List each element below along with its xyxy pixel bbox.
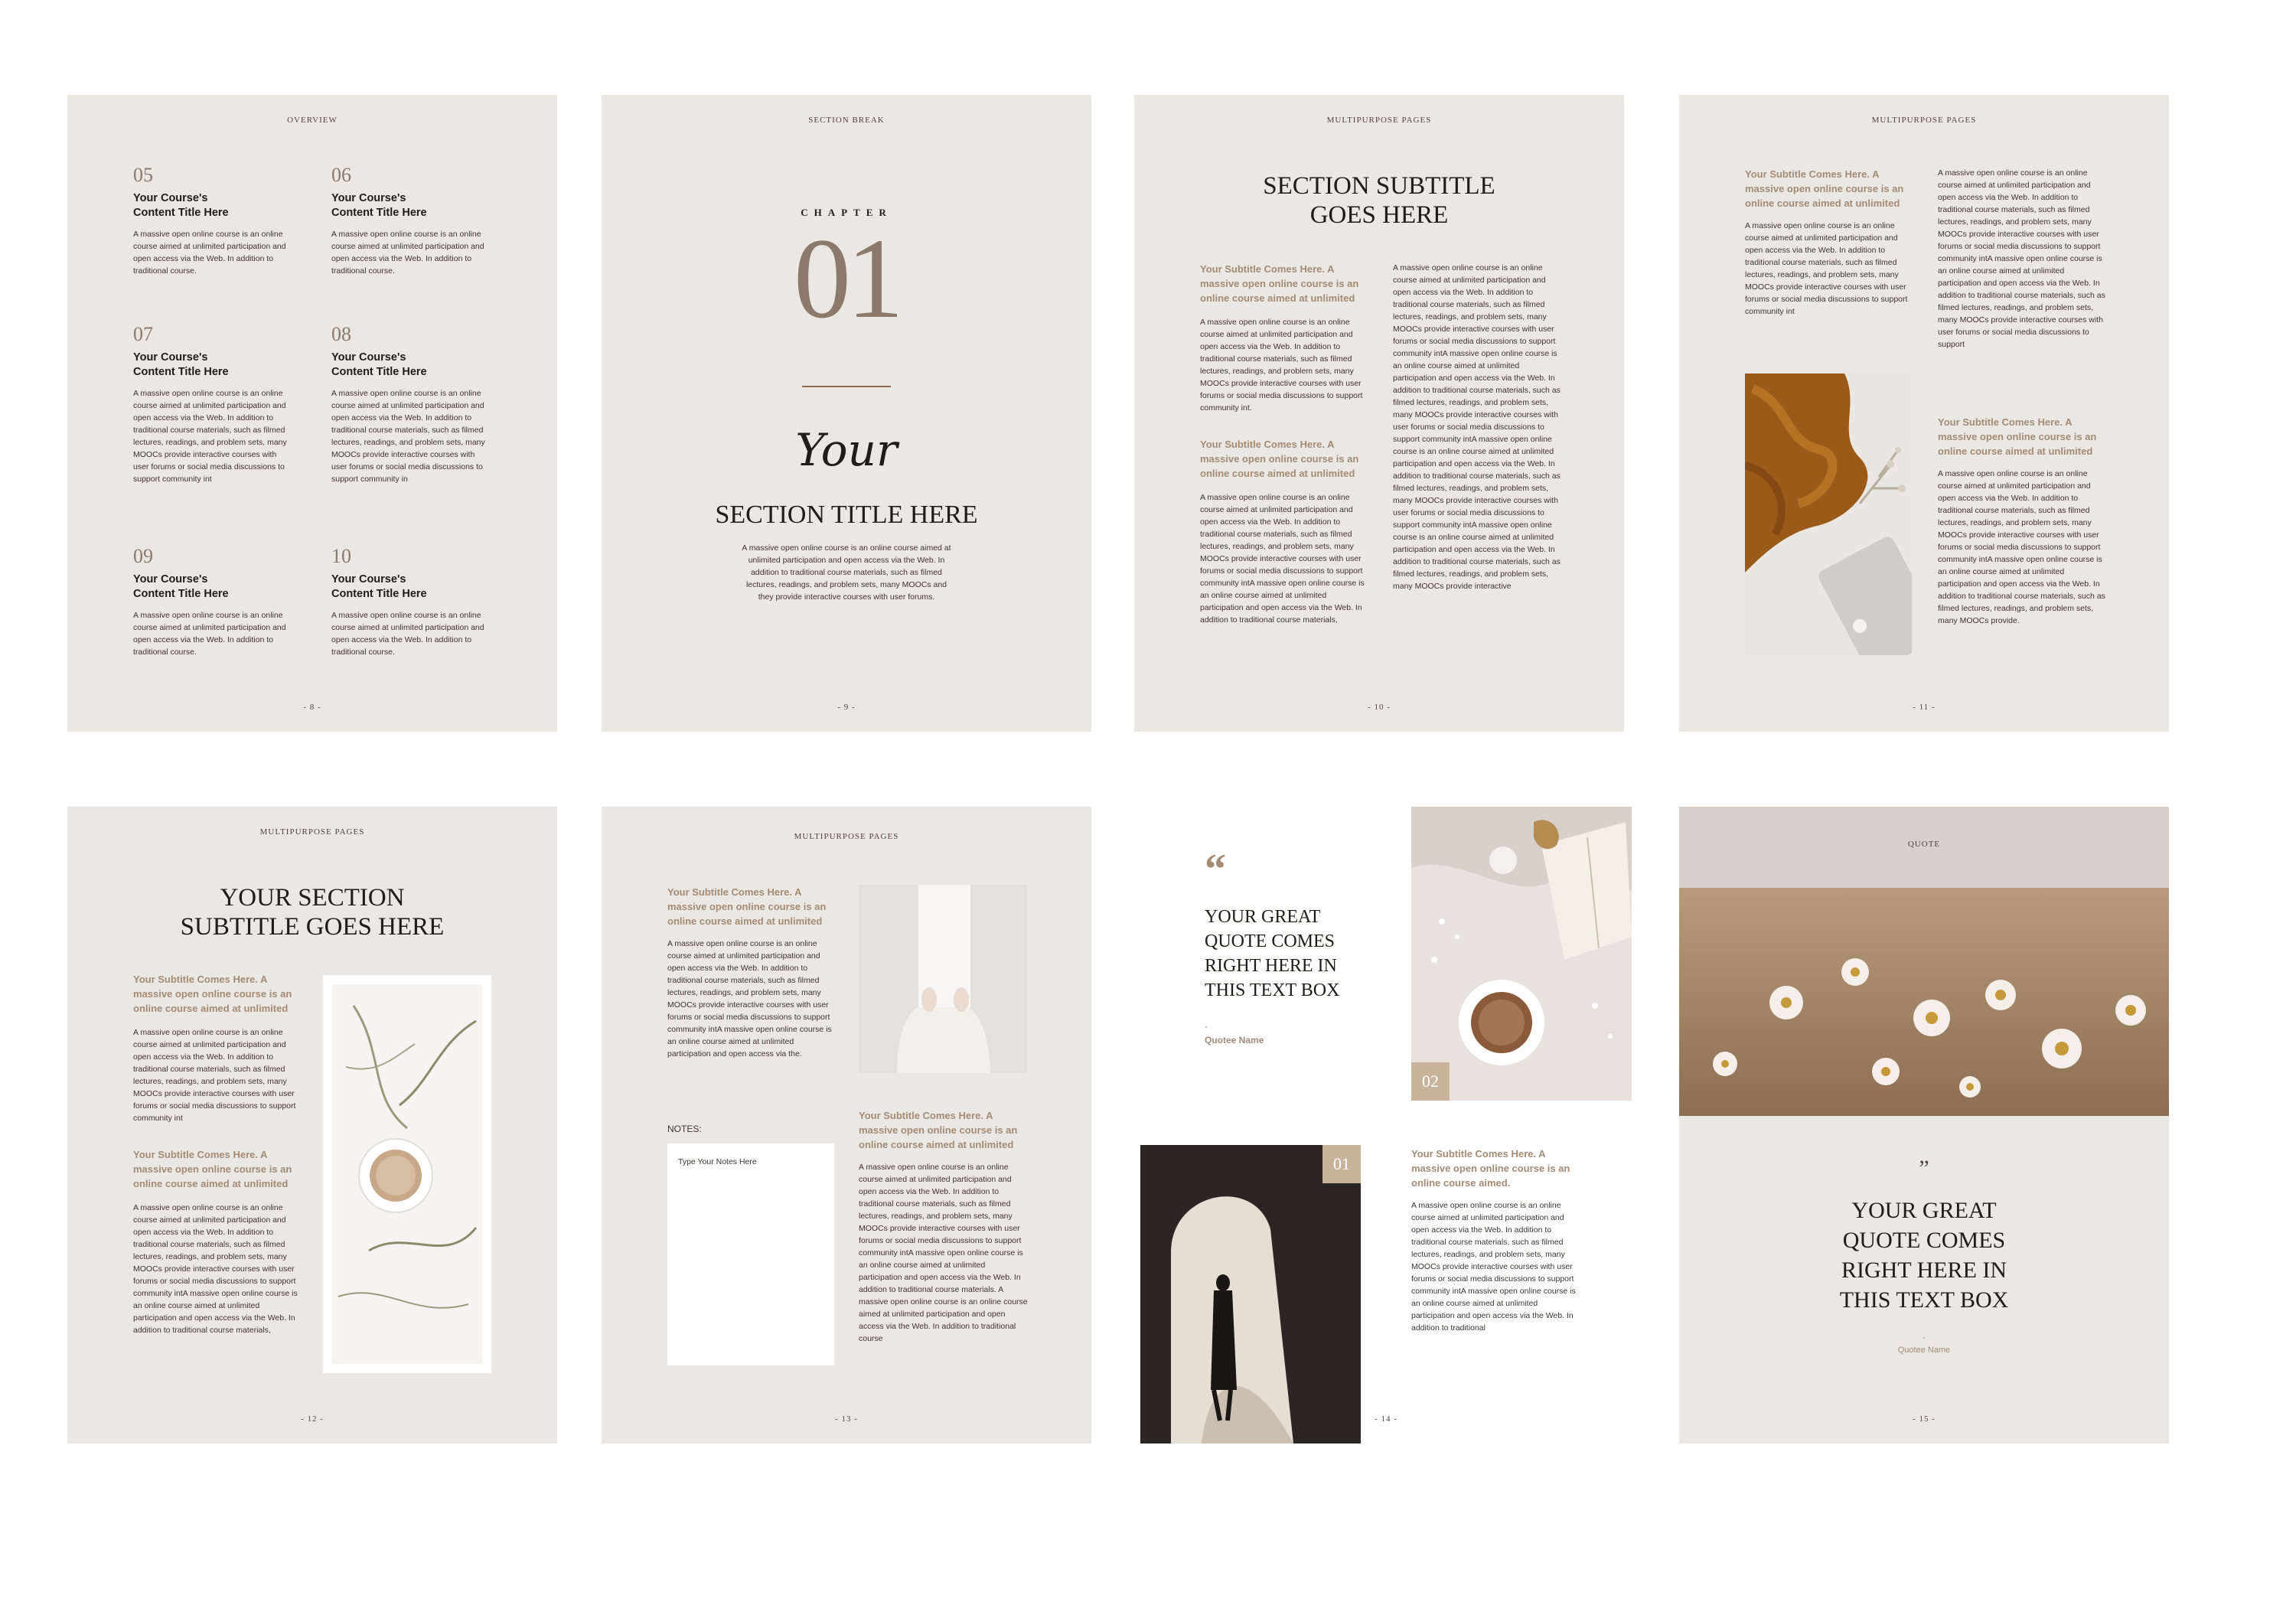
section-body: A massive open online course is an online course aimed at unlimited participation and open access via the Web. In addition to traditional course materials, such as filmed lectures, readings, and problem sets, many MOOCs and they provide interactive courses with user forums.: [742, 543, 951, 602]
course-item-09: [133, 545, 294, 658]
notes-label: NOTES:: [667, 1124, 702, 1134]
item-body: A massive open online course is an online course aimed at unlimited participation and open access via the Web. In addition to traditional course.: [133, 611, 286, 657]
badge-02: [1411, 1062, 1450, 1101]
quote-mark: ”: [1919, 1156, 1929, 1181]
item-number: 08: [331, 323, 351, 345]
column-right: A massive open online course is an online course aimed at unlimited participation and open access via the Web. In addition to traditional course materials, such as filmed lectures, readings, and problem sets, many MOOCs provide interactive courses with user forums or social media discussions to support community intA massive open online course is an online course aimed at unlimited participation and open access via the Web. In addition to traditional course materials, such as filmed lectures, readings, and problem sets, many MOOCs provide interactive courses with user forums or social media discussions to support community intA massive open online course is an online course aimed at unlimited participation and open access via the Web. In addition to traditional course materials, such as filmed lectures, readings, and problem sets, many MOOCs provide interactive courses with user forums or social media discussions to support community intA massive open online course is an online course aimed at unlimited participation and open access via the Web. In addition to traditional course materials, such as filmed lectures, readings, and problem sets, many MOOCs provide interactive: [1393, 263, 1561, 591]
script-word: Your: [795, 424, 898, 476]
blanket-laptop-photo: [1745, 374, 1912, 655]
course-item-08: [331, 323, 492, 485]
course-item-07: [133, 323, 294, 485]
section-title: SECTION TITLE HERE: [715, 501, 978, 529]
course-item-10: [331, 545, 492, 658]
quote-text: YOUR GREAT QUOTE COMES RIGHT HERE IN THIS TEXT BOX: [1205, 907, 1340, 1000]
quote-text: YOUR GREAT QUOTE COMES RIGHT HERE IN THIS TEXT BOX: [1839, 1198, 2009, 1313]
badge-01: [1322, 1145, 1361, 1183]
page-header: SECTION BREAK: [808, 116, 885, 125]
section-subtitle: YOUR SECTION SUBTITLE GOES HERE: [180, 884, 445, 941]
item-title: Your Course's Content Title Here: [331, 351, 427, 378]
notes-placeholder: Type Your Notes Here: [678, 1157, 757, 1166]
subtitle-2: Your Subtitle Comes Here. A massive open online course is an online course aimed at unlimited: [1938, 416, 2097, 457]
item-body: A massive open online course is an online course aimed at unlimited participation and open access via the Web. In addition to traditional course.: [331, 230, 484, 276]
page-8: [67, 95, 557, 732]
page-number: - 9 -: [837, 703, 856, 712]
page-15: [1679, 807, 2169, 1443]
page-header: MULTIPURPOSE PAGES: [1871, 116, 1977, 125]
item-title: Your Course's Content Title Here: [133, 351, 229, 378]
body-1: A massive open online course is an online course aimed at unlimited participation and open access via the Web. In addition to traditional course materials, such as filmed lectures, readings, and problem sets, many MOOCs provide interactive courses with user forums or social media discussions to support community intA massive open online course is an online course aimed at unlimited participation and open access via the Web. In addition to traditional: [1411, 1201, 1576, 1333]
item-title: Your Course's Content Title Here: [133, 573, 229, 600]
column-right-bottom: [859, 1108, 1029, 1345]
page-number: - 8 -: [303, 703, 321, 712]
item-body: A massive open online course is an online course aimed at unlimited participation and open access via the Web. In addition to traditional course.: [133, 230, 286, 276]
column-left: [1200, 262, 1368, 626]
page-14: [1139, 807, 1633, 1443]
chapter-label: CHAPTER: [801, 207, 892, 218]
blanket-laptop-image: [1745, 374, 1912, 655]
subtitle-2: Your Subtitle Comes Here. A massive open online course is an online course aimed at unlimited: [133, 1149, 292, 1189]
item-number: 10: [331, 545, 351, 567]
item-title: Your Course's Content Title Here: [331, 192, 427, 219]
subtitle-1: Your Subtitle Comes Here. A massive open online course is an online course aimed at unlimited: [1745, 168, 1904, 209]
page-number: - 14 -: [1375, 1414, 1397, 1424]
body-1: A massive open online course is an online course aimed at unlimited participation and open access via the Web. In addition to traditional course materials, such as filmed lectures, readings, and problem sets, many MOOCs provide interactive courses with user forums or social media discussions to support community int.: [1200, 318, 1363, 413]
quote-dash: -: [1923, 1333, 1926, 1342]
arch-silhouette-photo: [1140, 1145, 1361, 1443]
coffee-leaves-photo: [323, 975, 491, 1373]
item-number: 05: [133, 164, 153, 186]
page-header: OVERVIEW: [287, 116, 338, 125]
page-header: MULTIPURPOSE PAGES: [259, 827, 365, 837]
page-number: - 12 -: [301, 1414, 324, 1424]
item-number: 06: [331, 164, 351, 186]
daisies-photo: [1679, 888, 2169, 1116]
subtitle-1: Your Subtitle Comes Here. A massive open online course is an online course aimed at unlimited: [1200, 263, 1359, 304]
column-right-top: A massive open online course is an online course aimed at unlimited participation and open access via the Web. In addition to traditional course materials, such as filmed lectures, readings, and problem sets, many MOOCs provide interactive courses with user forums or social media discussions to support community intA massive open online course is an online course aimed at unlimited participation and open access via the Web. In addition to traditional course materials, such as filmed lectures, readings, and problem sets, many MOOCs provide interactive courses with user forums or social media discussions to support: [1938, 168, 2105, 349]
body-2: A massive open online course is an online course aimed at unlimited participation and open access via the Web. In addition to traditional course materials, such as filmed lectures, readings, and problem sets, many MOOCs provide interactive courses with user forums or social media discussions to support community intA massive open online course is an online course aimed at unlimited participation and open access via the Web. In addition to traditional course materials,: [133, 1203, 298, 1335]
page-12: [67, 807, 557, 1443]
item-title: Your Course's Content Title Here: [331, 573, 427, 600]
page-10: [1134, 95, 1624, 732]
subtitle-2: Your Subtitle Comes Here. A massive open online course is an online course aimed at unlimited: [1200, 439, 1359, 479]
page-9: [602, 95, 1091, 732]
item-body: A massive open online course is an online course aimed at unlimited participation and open access via the Web. In addition to traditional course materials, such as filmed lectures, readings, and problem sets, many MOOCs provide interactive courses with user forums or social media discussions to support community in: [331, 389, 485, 484]
body-1: A massive open online course is an online course aimed at unlimited participation and open access via the Web. In addition to traditional course materials, such as filmed lectures, readings, and problem sets, many MOOCs provide interactive courses with user forums or social media discussions to support community intA massive open online course is an online course aimed at unlimited participation and open access via the.: [667, 939, 832, 1059]
divider-line: [802, 386, 891, 387]
coffee-book-photo: [1411, 807, 1632, 1101]
sweater-paper-image: [859, 885, 1027, 1073]
section-subtitle: SECTION SUBTITLE GOES HERE: [1263, 172, 1495, 229]
badge-01-label: 01: [1333, 1154, 1350, 1173]
page-number: - 15 -: [1913, 1414, 1936, 1424]
quote-mark: “: [1205, 846, 1226, 893]
coffee-leaves-image: [323, 975, 491, 1373]
sweater-paper-photo: [859, 885, 1027, 1073]
subtitle-1: Your Subtitle Comes Here. A massive open online course is an online course aimed at unlimited: [667, 886, 827, 927]
coffee-book-image: [1411, 807, 1632, 1101]
notes-field[interactable]: [667, 1143, 834, 1365]
column-left: [133, 972, 302, 1336]
item-body: A massive open online course is an online course aimed at unlimited participation and open access via the Web. In addition to traditional course.: [331, 611, 484, 657]
body-2: A massive open online course is an online course aimed at unlimited participation and open access via the Web. In addition to traditional course materials, such as filmed lectures, readings, and problem sets, many MOOCs provide interactive courses with user forums or social media discussions to support community intA massive open online course is an online course aimed at unlimited participation and open access via the Web. In addition to traditional course materials, such as filmed lectures, readings, and problem sets, many MOOCs provide.: [1938, 469, 2105, 625]
page-header: MULTIPURPOSE PAGES: [1326, 116, 1432, 125]
column-right-bottom: [1938, 415, 2108, 627]
page-13: [602, 807, 1091, 1443]
body-1: A massive open online course is an online course aimed at unlimited participation and open access via the Web. In addition to traditional course materials, such as filmed lectures, readings, and problem sets, many MOOCs provide interactive courses with user forums or social media discussions to support community int: [133, 1028, 296, 1123]
body-1: A massive open online course is an online course aimed at unlimited participation and open access via the Web. In addition to traditional course materials, such as filmed lectures, readings, and problem sets, many MOOCs provide interactive courses with user forums or social media discussions to support community int: [1745, 221, 1908, 316]
item-number: 07: [133, 323, 153, 345]
quotee-name: Quotee Name: [1205, 1035, 1264, 1046]
page-header: QUOTE: [1907, 840, 1941, 849]
daisies-image: [1679, 888, 2169, 1116]
page-number: - 11 -: [1913, 703, 1936, 712]
column-left-top: [1745, 167, 1913, 318]
quotee-name: Quotee Name: [1897, 1346, 1951, 1355]
badge-02-label: 02: [1422, 1072, 1439, 1091]
item-title: Your Course's Content Title Here: [133, 192, 229, 219]
body-2: A massive open online course is an online course aimed at unlimited participation and open access via the Web. In addition to traditional course materials, such as filmed lectures, readings, and problem sets, many MOOCs provide interactive courses with user forums or social media discussions to support community intA massive open online course is an online course aimed at unlimited participation and open access via the Web. In addition to traditional course materials. A massive open online course is an online course aimed at unlimited participation and open access via the Web. In addition to traditional course: [859, 1163, 1028, 1343]
page-number: - 13 -: [835, 1414, 858, 1424]
subtitle-2: Your Subtitle Comes Here. A massive open online course is an online course aimed at unlimited: [859, 1110, 1018, 1150]
subtitle-1: Your Subtitle Comes Here. A massive open online course is an online course aimed at unlimited: [133, 974, 292, 1014]
page-header: MULTIPURPOSE PAGES: [794, 832, 899, 841]
item-number: 09: [133, 545, 153, 567]
body-2: A massive open online course is an online course aimed at unlimited participation and open access via the Web. In addition to traditional course materials, such as filmed lectures, readings, and problem sets, many MOOCs provide interactive courses with user forums or social media discussions to support community intA massive open online course is an online course aimed at unlimited participation and open access via the Web. In addition to traditional course materials,: [1200, 493, 1365, 625]
course-item-06: [331, 164, 492, 277]
subtitle-1: Your Subtitle Comes Here. A massive open online course is an online course aimed.: [1411, 1148, 1570, 1189]
course-item-05: [133, 164, 294, 277]
arch-silhouette-image: [1140, 1145, 1361, 1443]
page-number: - 10 -: [1368, 703, 1391, 712]
column-right: [1411, 1147, 1580, 1334]
item-body: A massive open online course is an online course aimed at unlimited participation and open access via the Web. In addition to traditional course materials, such as filmed lectures, readings, and problem sets, many MOOCs provide interactive courses with user forums or social media discussions to support community int: [133, 389, 287, 484]
quote-dash: -: [1205, 1021, 1208, 1032]
chapter-number: 01: [794, 215, 899, 342]
column-left-top: [667, 885, 836, 1060]
page-11: [1679, 95, 2169, 732]
